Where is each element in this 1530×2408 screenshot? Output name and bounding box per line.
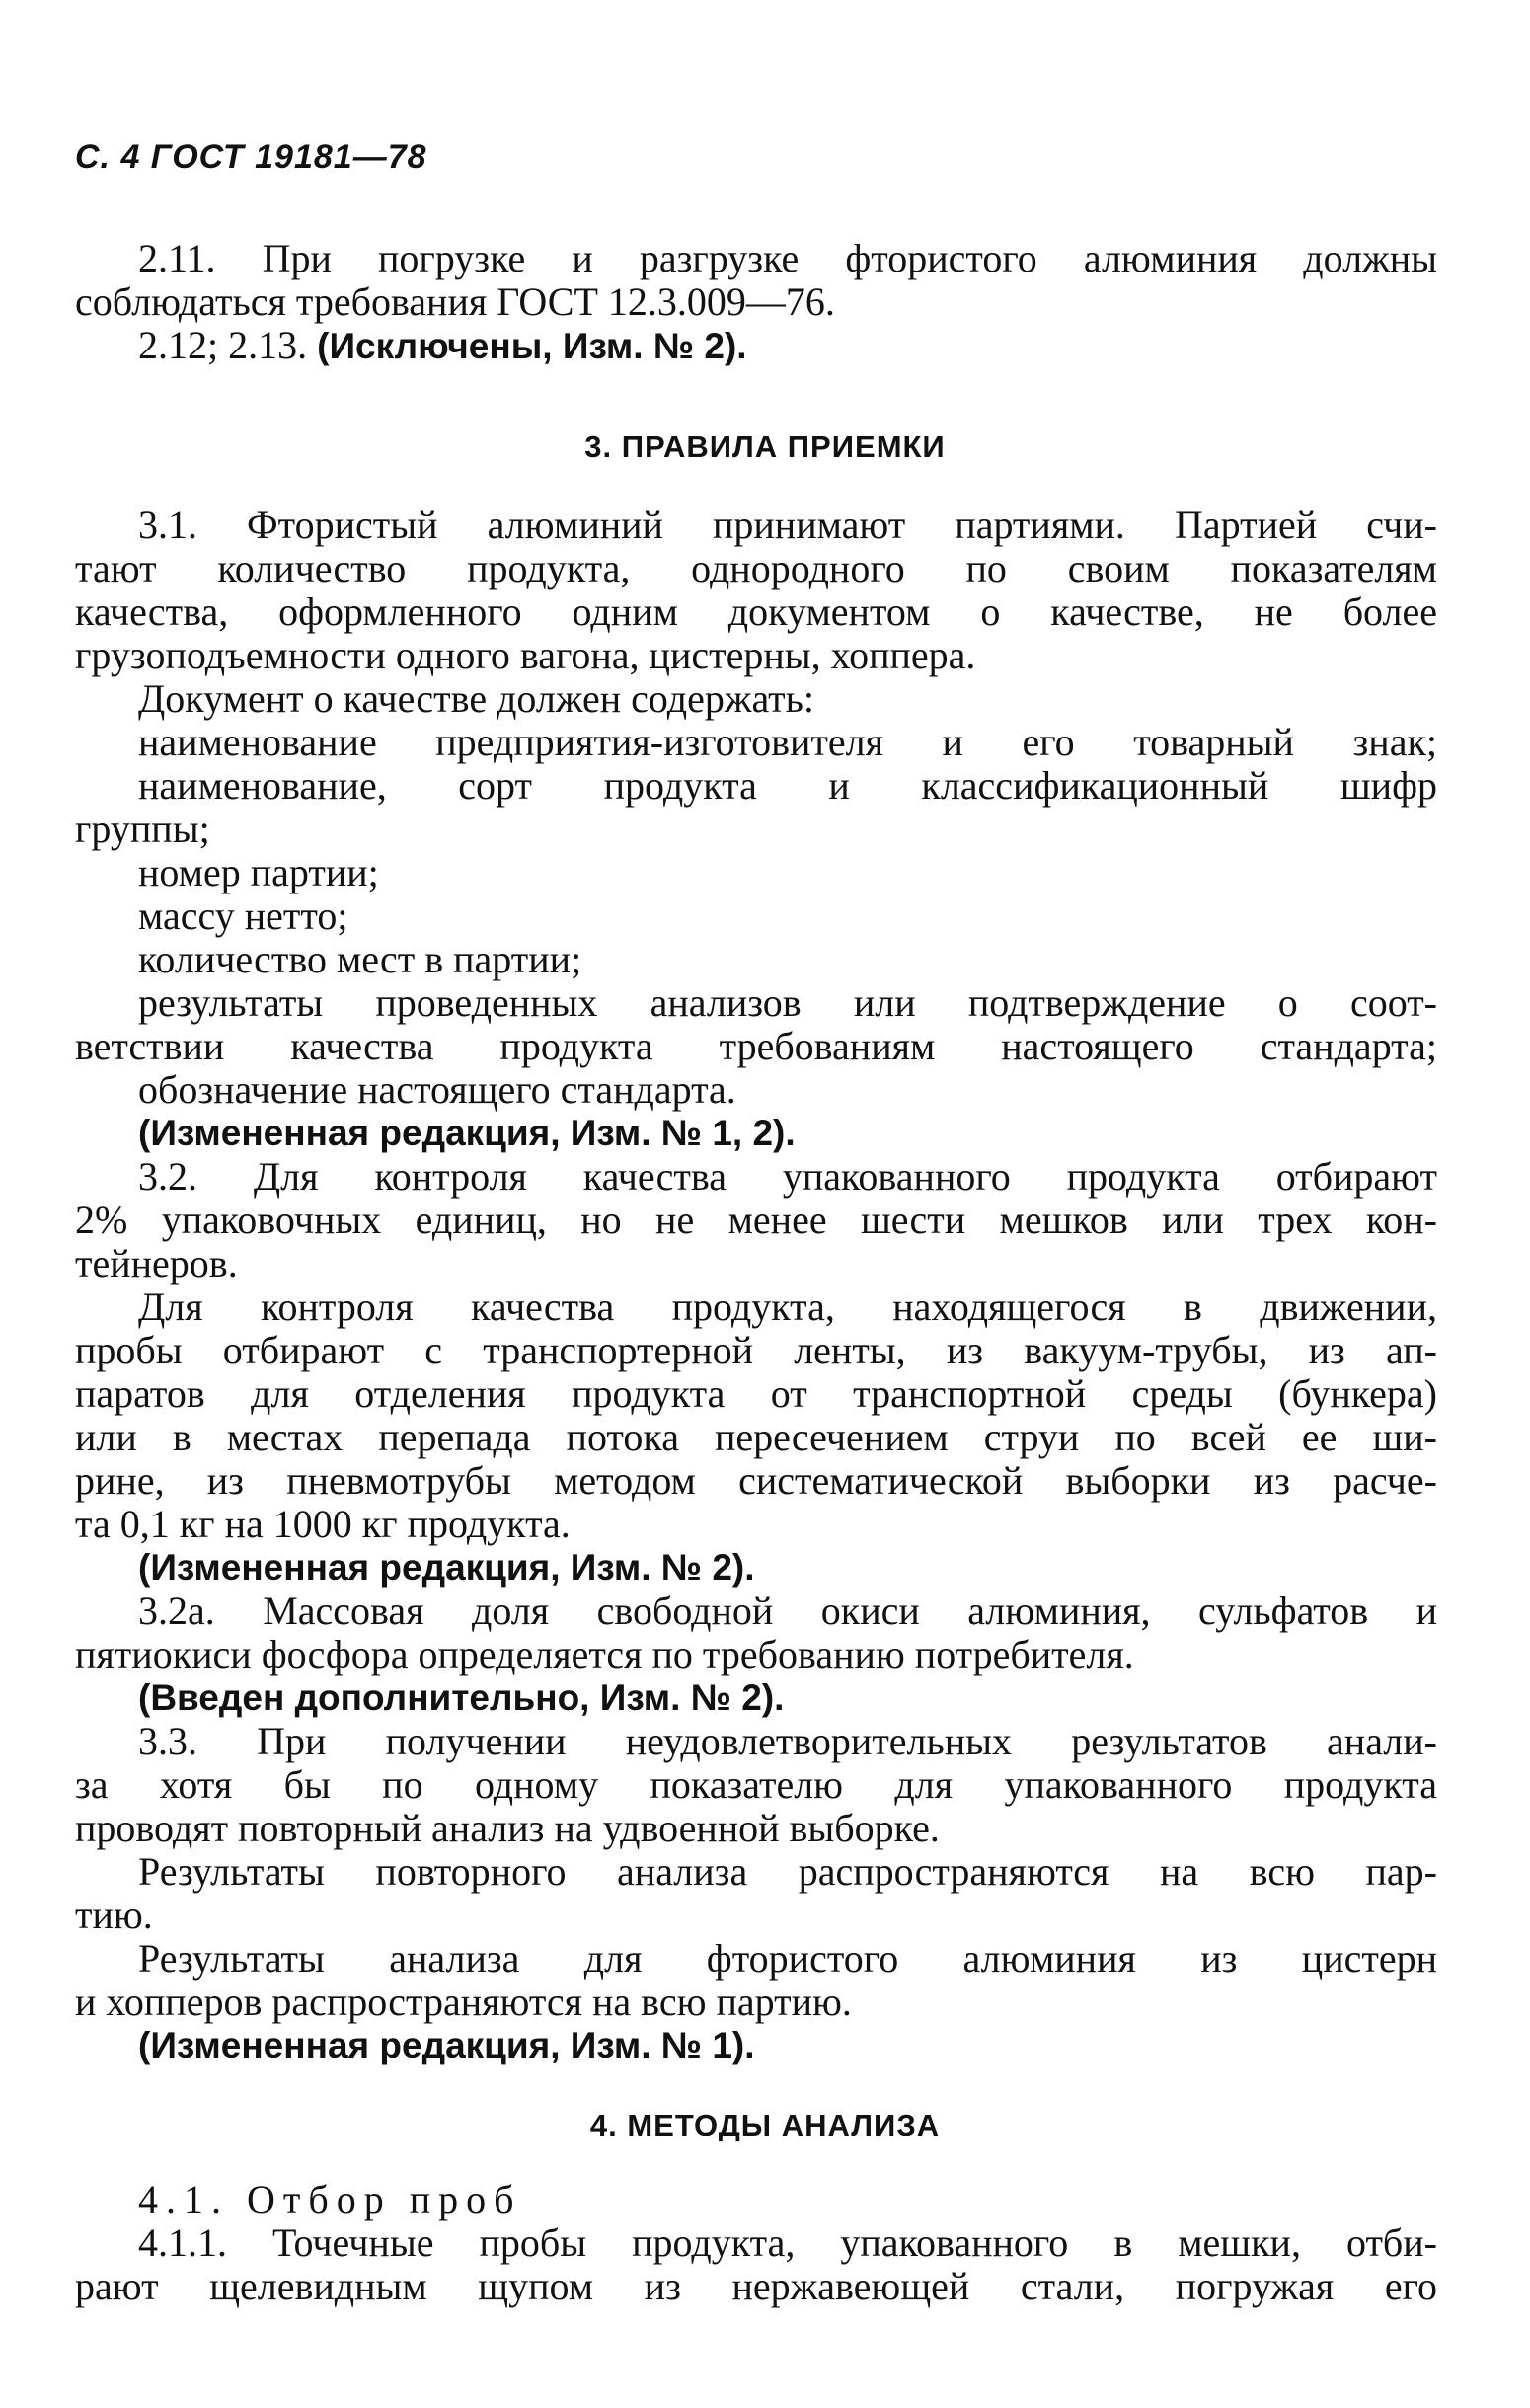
paragraph-line: та 0,1 кг на 1000 кг продукта. — [75, 1502, 571, 1546]
paragraph-line: соблюдаться требования ГОСТ 12.3.009—76. — [75, 279, 835, 324]
paragraph-line: или в местах перепада потока пересечением струи по всей ее ши- — [75, 1415, 1437, 1459]
paragraph-line: 3.3. При получении неудовлетворительных результатов анали- — [138, 1719, 1437, 1763]
list-item: массу нетто; — [138, 893, 348, 938]
paragraph-line: тейнеров. — [75, 1241, 238, 1285]
paragraph-line: 3.2а. Массовая доля свободной окиси алюминия, сульфатов и — [138, 1589, 1437, 1633]
section-title-acceptance: 3. ПРАВИЛА ПРИЕМКИ — [584, 429, 946, 464]
paragraph-line: рине, из пневмотрубы методом систематической выборки из расче- — [75, 1458, 1437, 1503]
amendment-note: (Измененная редакция, Изм. № 2). — [138, 1547, 755, 1588]
list-item: наименование, сорт продукта и классификационный шифр — [138, 763, 1437, 808]
list-item: результаты проведенных анализов или подтверждение о соот- — [138, 980, 1437, 1025]
paragraph-line: пятиокиси фосфора определяется по требованию потребителя. — [75, 1632, 1134, 1676]
paragraph-line: 2% упаковочных единиц, но не менее шести мешков или трех кон- — [75, 1198, 1437, 1242]
paragraph-line: и хопперов распространяются на всю партию. — [75, 1980, 852, 2024]
paragraph-line: проводят повторный анализ на удвоенной выборке. — [75, 1806, 940, 1850]
paragraph-line: паратов для отделения продукта от транспортной среды (бункера) — [75, 1371, 1437, 1416]
subsection-title: 4.1. Отбор проб — [138, 2177, 522, 2221]
list-item: ветствии качества продукта требованиям настоящего стандарта; — [75, 1024, 1437, 1068]
amendment-note: (Измененная редакция, Изм. № 1). — [138, 2025, 755, 2065]
paragraph-line: грузоподъемности одного вагона, цистерны, хоппера. — [75, 633, 976, 677]
paragraph-line: рают щелевидным щупом из нержавеющей стали, погружая его — [75, 2264, 1437, 2308]
paragraph-line: тию. — [75, 1893, 153, 1937]
section-title-methods: 4. МЕТОДЫ АНАЛИЗА — [589, 2108, 941, 2142]
list-item: номер партии; — [138, 850, 379, 894]
amendment-note: (Измененная редакция, Изм. № 1, 2). — [138, 1113, 796, 1153]
page-header: С. 4 ГОСТ 19181—78 — [75, 138, 427, 176]
paragraph-line: пробы отбирают с транспортерной ленты, из вакуум-трубы, из ап- — [75, 1328, 1437, 1372]
paragraph-line: 4.1.1. Точечные пробы продукта, упакованного в мешки, отби- — [138, 2220, 1437, 2265]
paragraph-line: Результаты повторного анализа распространяются на всю пар- — [138, 1849, 1437, 1894]
amendment-line — [138, 324, 1437, 368]
paragraph-line: Результаты анализа для фтористого алюминия из цистерн — [138, 1936, 1437, 1981]
paragraph-line: Для контроля качества продукта, находящегося в движении, — [138, 1284, 1437, 1329]
paragraph-line: за хотя бы по одному показателю для упакованного продукта — [75, 1762, 1437, 1807]
list-item: наименование предприятия-изготовителя и его товарный знак; — [138, 720, 1437, 764]
paragraph-line: 3.2. Для контроля качества упакованного продукта отбирают — [138, 1154, 1437, 1199]
paragraph-line: 2.11. При погрузке и разгрузке фтористого алюминия должны — [138, 236, 1437, 280]
paragraph-line: Документ о качестве должен содержать: — [138, 676, 815, 721]
amendment-note: (Введен дополнительно, Изм. № 2). — [138, 1677, 785, 1718]
paragraph-line: 3.1. Фтористый алюминий принимают партиями. Партией счи- — [138, 503, 1437, 547]
clause-number: 2.12; 2.13. — [138, 323, 318, 367]
paragraph-line: качества, оформленного одним документом о качестве, не более — [75, 589, 1437, 634]
paragraph-line: тают количество продукта, однородного по своим показателям — [75, 546, 1437, 590]
list-item: обозначение настоящего стандарта. — [138, 1067, 736, 1112]
amendment-note-inline: (Исключены, Изм. № 2). — [317, 326, 747, 366]
list-item: количество мест в партии; — [138, 937, 582, 981]
list-item: группы; — [75, 807, 210, 851]
